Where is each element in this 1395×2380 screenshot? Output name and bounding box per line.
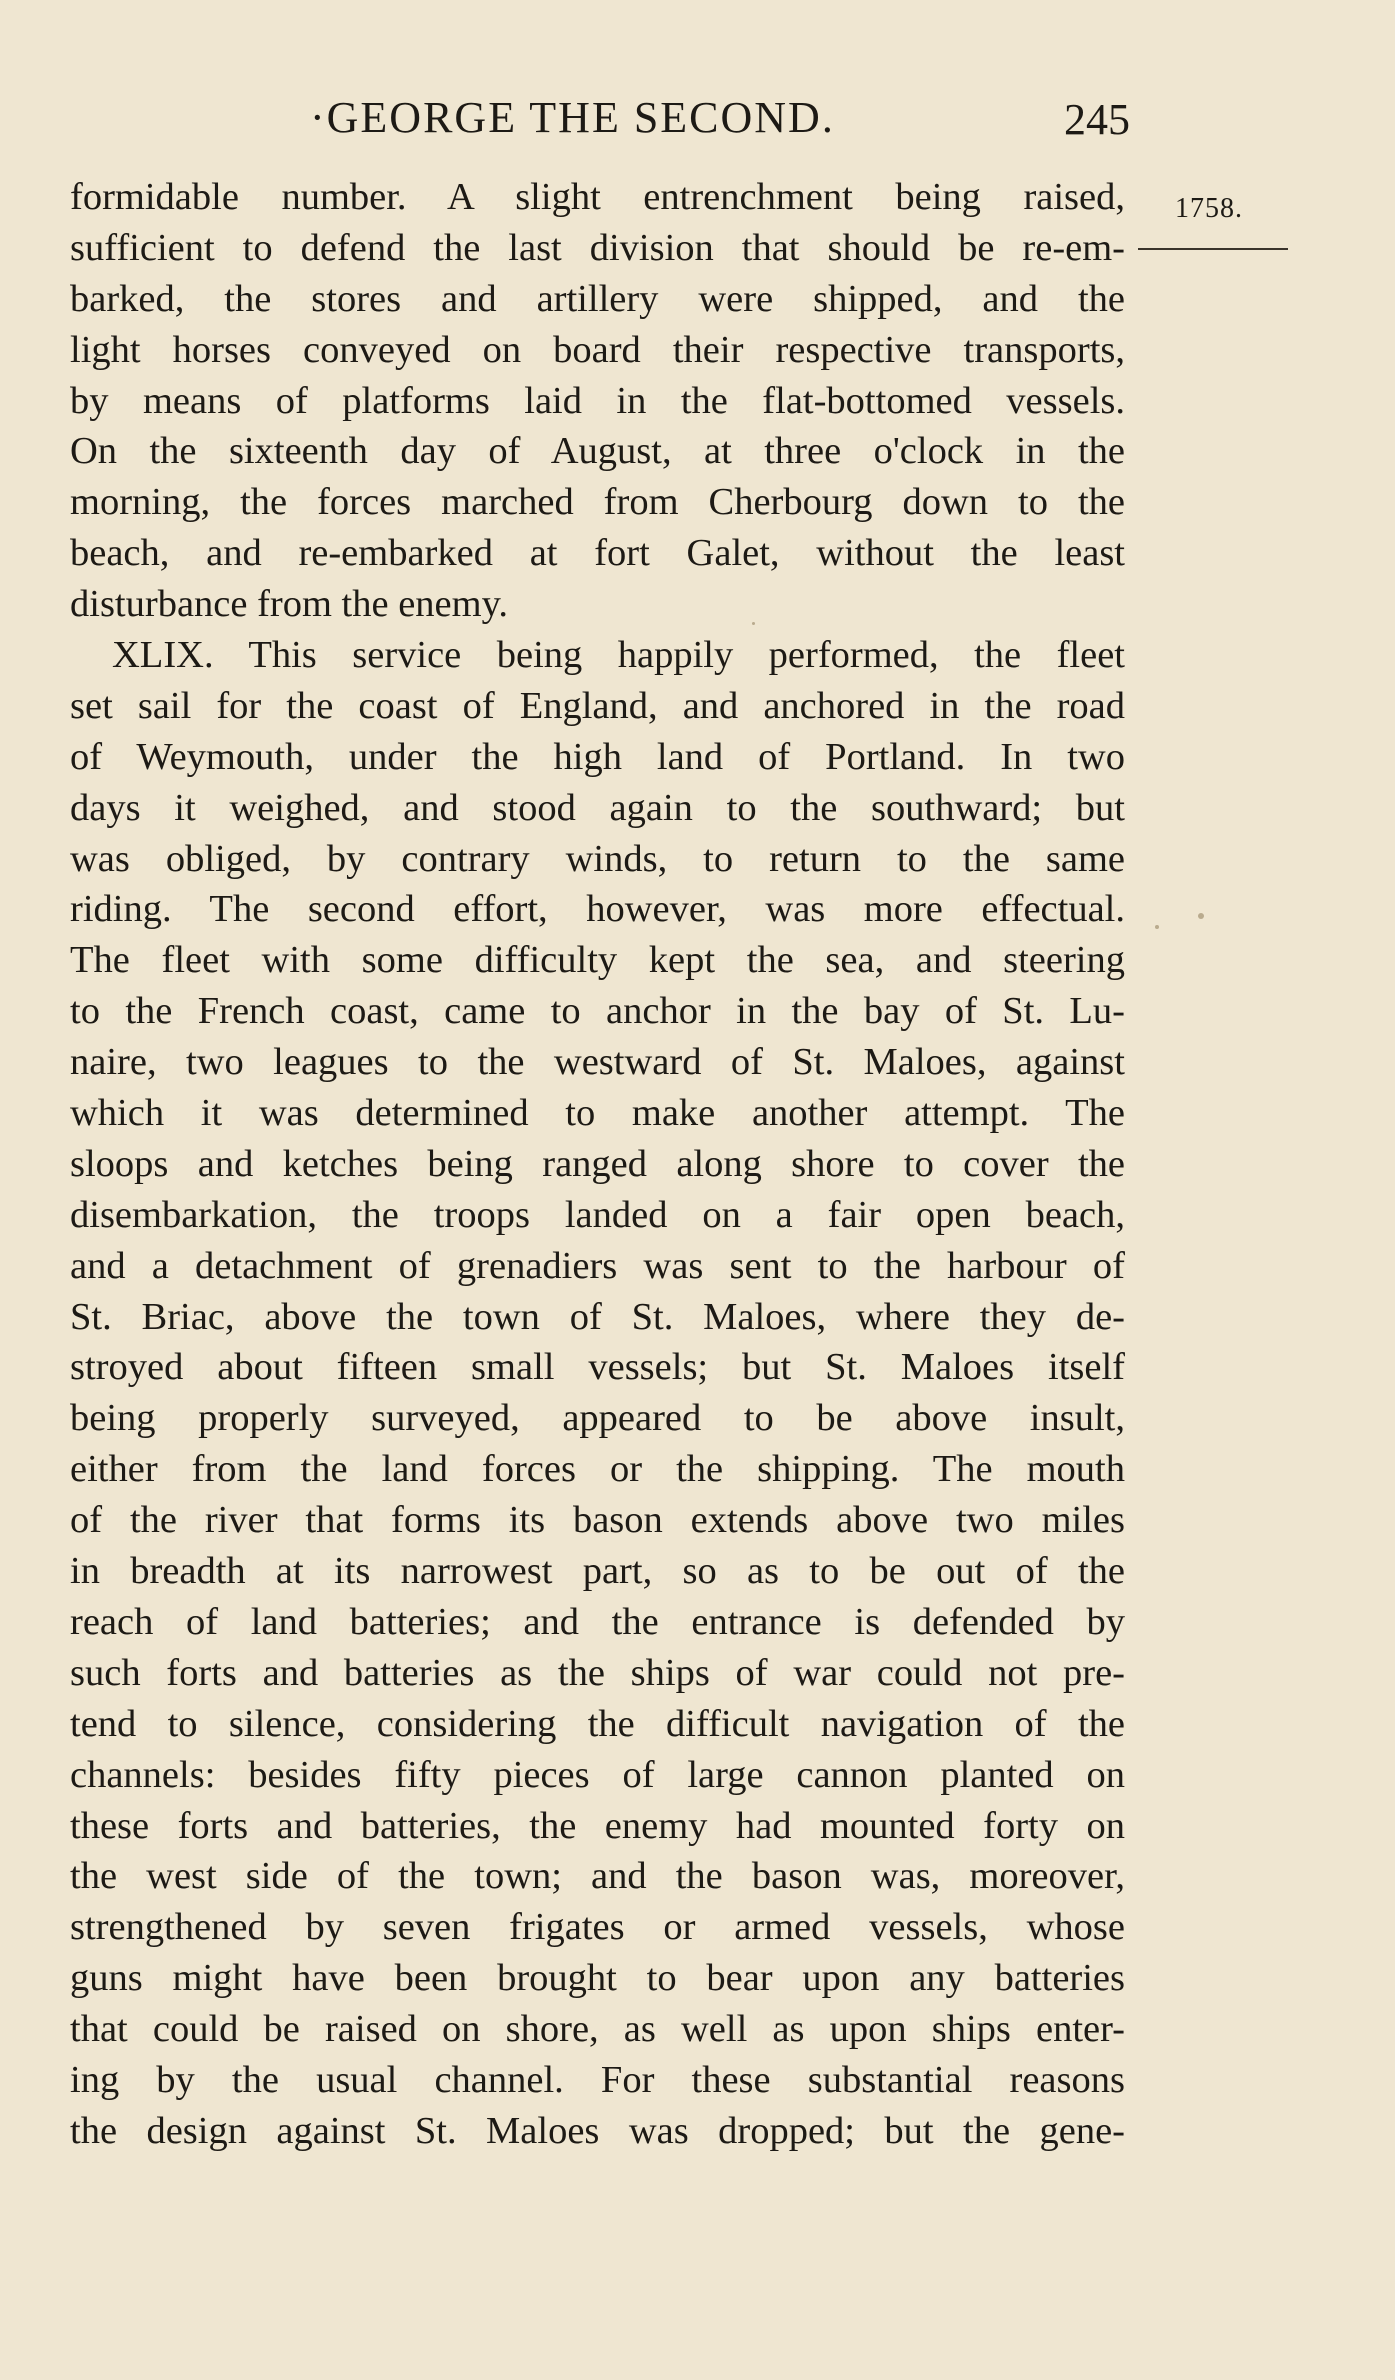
text-line: riding. The second effort, however, was more effectual. [70,888,1125,931]
text-line: being properly surveyed, appeared to be above insult, [70,1397,1125,1440]
text-line: naire, two leagues to the westward of St. Maloes, against [70,1041,1125,1084]
text-line: the design against St. Maloes was dropped; but the gene- [70,2109,1125,2152]
page-number: 245 [1064,95,1130,144]
text-line: disembarkation, the troops landed on a fair open beach, [70,1193,1125,1236]
text-line: in breadth at its narrowest part, so as to be out of the [70,1550,1125,1593]
text-line: was obliged, by contrary winds, to return to the same [70,837,1125,880]
body-text [70,172,1125,2157]
text-line: On the sixteenth day of August, at three o'clock in the [70,430,1125,473]
text-line: morning, the forces marched from Cherbourg down to the [70,481,1125,524]
text-line: of Weymouth, under the high land of Portland. In two [70,735,1125,778]
paper-speck [1198,913,1204,919]
text-line: set sail for the coast of England, and anchored in the road [70,684,1125,727]
text-line: The fleet with some difficulty kept the sea, and steering [70,939,1125,982]
text-line: tend to silence, considering the difficult navigation of the [70,1702,1125,1745]
text-line: days it weighed, and stood again to the southward; but [70,786,1125,829]
text-line: sufficient to defend the last division that should be re-em- [70,226,1125,269]
paper-speck [1155,925,1159,929]
text-line: that could be raised on shore, as well as upon ships enter- [70,2008,1125,2051]
text-line: sloops and ketches being ranged along shore to cover the [70,1142,1125,1185]
text-line: and a detachment of grenadiers was sent to the harbour of [70,1244,1125,1287]
paper-speck [752,622,755,625]
marginal-rule [1138,248,1288,250]
text-line: barked, the stores and artillery were shipped, and the [70,277,1125,320]
text-line: St. Briac, above the town of St. Maloes, where they de- [70,1295,1125,1338]
running-title: ·GEORGE THE SECOND. [310,93,835,142]
text-line: such forts and batteries as the ships of war could not pre- [70,1651,1125,1694]
text-line: these forts and batteries, the enemy had mounted forty on [70,1804,1125,1847]
text-line: guns might have been brought to bear upon any batteries [70,1957,1125,2000]
text-line: either from the land forces or the shipping. The mouth [70,1448,1125,1491]
text-line: of the river that forms its bason extends above two miles [70,1499,1125,1542]
text-line: formidable number. A slight entrenchment being raised, [70,176,1125,218]
text-line: strengthened by seven frigates or armed vessels, whose [70,1906,1125,1949]
text-line: which it was determined to make another attempt. The [70,1092,1125,1135]
section-start-line: XLIX. This service being happily performed, the fleet [112,634,1125,677]
text-line: reach of land batteries; and the entrance is defended by [70,1600,1125,1643]
marginal-year: 1758. [1175,193,1243,224]
text-line: the west side of the town; and the bason was, moreover, [70,1855,1125,1898]
page-header [300,92,1130,152]
text-line: ing by the usual channel. For these substantial reasons [70,2058,1125,2101]
text-line: stroyed about fifteen small vessels; but St. Maloes itself [70,1346,1125,1389]
text-line: channels: besides fifty pieces of large cannon planted on [70,1753,1125,1796]
text-line: to the French coast, came to anchor in the bay of St. Lu- [70,990,1125,1033]
text-line: by means of platforms laid in the flat-bottomed vessels. [70,379,1125,422]
text-line: disturbance from the enemy. [70,583,508,626]
text-line: light horses conveyed on board their respective transports, [70,328,1125,371]
text-line: beach, and re-embarked at fort Galet, without the least [70,532,1125,575]
